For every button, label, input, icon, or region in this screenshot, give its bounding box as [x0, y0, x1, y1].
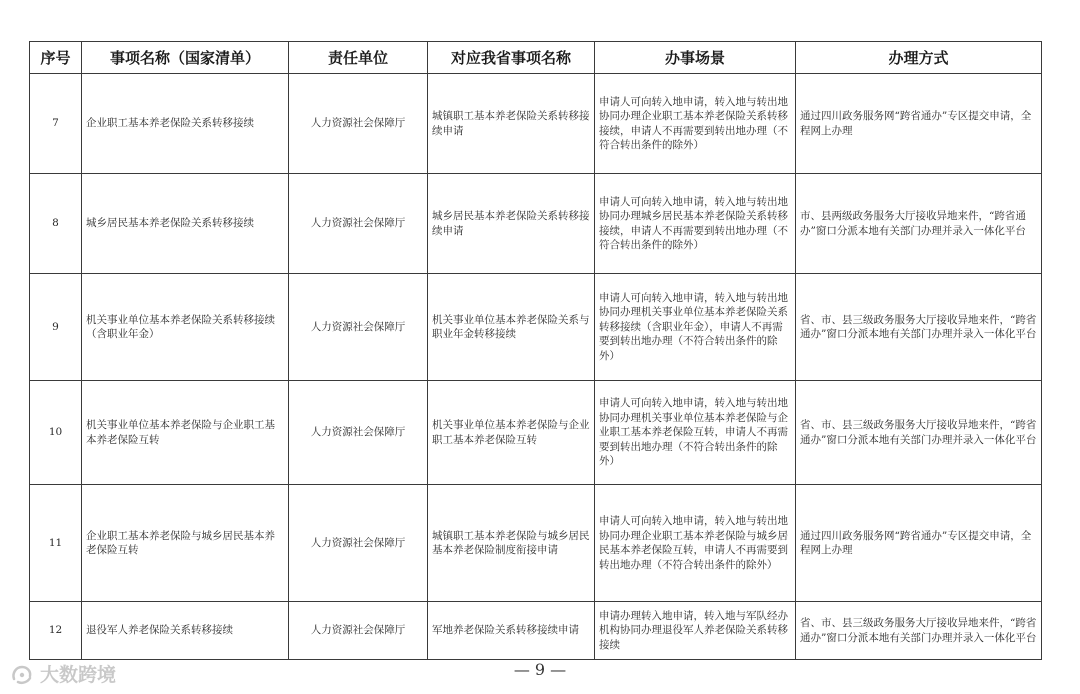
page-number: — 9 — [513, 660, 567, 679]
cell-no: 7 [30, 74, 82, 174]
header-no: 序号 [30, 42, 82, 74]
cell-item-name: 机关事业单位基本养老保险关系转移接续（含职业年金） [82, 274, 289, 381]
cell-department: 人力资源社会保障厅 [289, 74, 428, 174]
cell-item-name: 机关事业单位基本养老保险与企业职工基本养老保险互转 [82, 381, 289, 485]
cell-department: 人力资源社会保障厅 [289, 274, 428, 381]
cell-method: 通过四川政务服务网“跨省通办”专区提交申请，全程网上办理 [796, 485, 1042, 602]
table-row [30, 74, 1042, 174]
brand-logo-icon [10, 663, 34, 685]
cell-department: 人力资源社会保障厅 [289, 485, 428, 602]
cell-method: 市、县两级政务服务大厅接收异地来件，“跨省通办”窗口分派本地有关部门办理并录入一体化平台 [796, 174, 1042, 274]
cell-department: 人力资源社会保障厅 [289, 602, 428, 660]
cell-item-name: 退役军人养老保险关系转移接续 [82, 602, 289, 660]
cell-province-item: 城乡居民基本养老保险关系转移接续申请 [428, 174, 595, 274]
cell-no: 12 [30, 602, 82, 660]
header-item-name: 事项名称（国家清单） [82, 42, 289, 74]
cell-method: 省、市、县三级政务服务大厅接收异地来件，“跨省通办”窗口分派本地有关部门办理并录入一体化平台 [796, 602, 1042, 660]
table-row [30, 381, 1042, 485]
header-method: 办理方式 [796, 42, 1042, 74]
cell-no: 9 [30, 274, 82, 381]
cell-item-name: 企业职工基本养老保险与城乡居民基本养老保险互转 [82, 485, 289, 602]
cell-scenario: 申请办理转入地申请，转入地与军队经办机构协同办理退役军人养老保险关系转移接续 [595, 602, 796, 660]
header-department: 责任单位 [289, 42, 428, 74]
table-row [30, 602, 1042, 660]
cell-scenario: 申请人可向转入地申请，转入地与转出地协同办理城乡居民基本养老保险关系转移接续，申请人不再需要到转出地办理（不符合转出条件的除外） [595, 174, 796, 274]
table-header-row [30, 42, 1042, 74]
cell-province-item: 军地养老保险关系转移接续申请 [428, 602, 595, 660]
cell-province-item: 机关事业单位基本养老保险关系与职业年金转移接续 [428, 274, 595, 381]
cell-province-item: 城镇职工基本养老保险与城乡居民基本养老保险制度衔接申请 [428, 485, 595, 602]
cell-scenario: 申请人可向转入地申请，转入地与转出地协同办理机关事业单位基本养老保险与企业职工基本养老保险互转，申请人不再需要到转出地办理（不符合转出条件的除外） [595, 381, 796, 485]
cell-method: 通过四川政务服务网“跨省通办”专区提交申请，全程网上办理 [796, 74, 1042, 174]
cell-department: 人力资源社会保障厅 [289, 381, 428, 485]
header-province-item: 对应我省事项名称 [428, 42, 595, 74]
cell-no: 10 [30, 381, 82, 485]
cell-method: 省、市、县三级政务服务大厅接收异地来件，“跨省通办”窗口分派本地有关部门办理并录入一体化平台 [796, 274, 1042, 381]
cell-province-item: 城镇职工基本养老保险关系转移接续申请 [428, 74, 595, 174]
watermark [10, 660, 116, 687]
table-row [30, 174, 1042, 274]
cell-no: 11 [30, 485, 82, 602]
header-scenario: 办事场景 [595, 42, 796, 74]
cell-department: 人力资源社会保障厅 [289, 174, 428, 274]
cell-scenario: 申请人可向转入地申请，转入地与转出地协同办理企业职工基本养老保险关系转移接续，申请人不再需要到转出地办理（不符合转出条件的除外） [595, 74, 796, 174]
watermark-text: 大数跨境 [40, 664, 117, 686]
cell-no: 8 [30, 174, 82, 274]
matters-table [29, 41, 1042, 660]
cell-province-item: 机关事业单位基本养老保险与企业职工基本养老保险互转 [428, 381, 595, 485]
cell-item-name: 城乡居民基本养老保险关系转移接续 [82, 174, 289, 274]
cell-method: 省、市、县三级政务服务大厅接收异地来件，“跨省通办”窗口分派本地有关部门办理并录入一体化平台 [796, 381, 1042, 485]
cell-scenario: 申请人可向转入地申请，转入地与转出地协同办理机关事业单位基本养老保险关系转移接续（含职业年金），申请人不再需要到转出地办理（不符合转出条件的除外） [595, 274, 796, 381]
cell-scenario: 申请人可向转入地申请，转入地与转出地协同办理企业职工基本养老保险与城乡居民基本养老保险互转，申请人不再需要到转出地办理（不符合转出条件的除外） [595, 485, 796, 602]
table-row [30, 274, 1042, 381]
table-row [30, 485, 1042, 602]
cell-item-name: 企业职工基本养老保险关系转移接续 [82, 74, 289, 174]
